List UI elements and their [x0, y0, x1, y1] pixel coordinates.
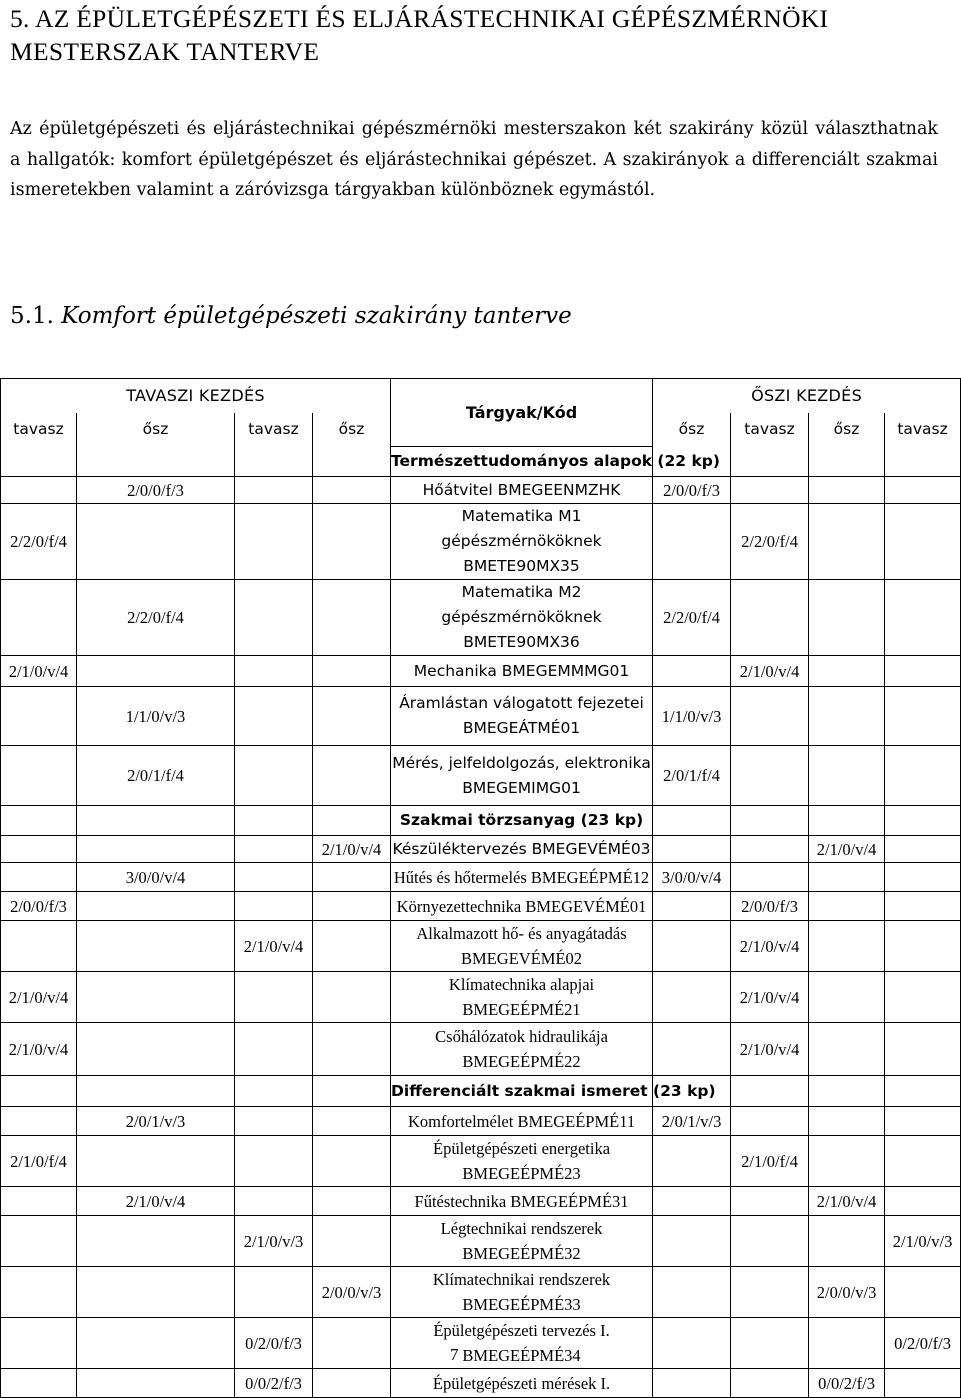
autumn-semester-cell — [653, 892, 731, 921]
spring-semester-cell — [235, 687, 313, 746]
spring-semester-cell — [1, 1369, 77, 1398]
autumn-semester-cell — [653, 656, 731, 687]
table-row — [1, 504, 961, 580]
autumn-semester-cell: 2/0/1/f/4 — [653, 746, 731, 806]
autumn-semester-cell: 2/1/0/v/4 — [731, 921, 809, 972]
spring-semester-cell — [313, 921, 391, 972]
empty-cell — [313, 447, 391, 477]
autumn-semester-cell: 0/0/2/f/3 — [809, 1369, 885, 1398]
spring-col-header: ősz — [77, 413, 235, 447]
spring-semester-cell — [313, 477, 391, 504]
spring-semester-cell: 2/2/0/f/4 — [1, 504, 77, 580]
spring-semester-cell — [77, 504, 235, 580]
empty-cell — [731, 806, 809, 836]
autumn-semester-cell — [809, 972, 885, 1023]
autumn-semester-cell — [653, 972, 731, 1023]
spring-semester-cell — [1, 687, 77, 746]
autumn-semester-cell: 2/1/0/f/4 — [731, 1136, 809, 1187]
autumn-semester-cell: 2/0/0/v/3 — [809, 1267, 885, 1318]
subject-cell: Mechanika BMEGEMMMG01 — [391, 656, 653, 687]
autumn-semester-cell — [809, 892, 885, 921]
spring-semester-cell — [1, 863, 77, 892]
empty-cell — [809, 806, 885, 836]
table-row — [1, 746, 961, 806]
autumn-col-header: ősz — [653, 413, 731, 447]
spring-col-header: ősz — [313, 413, 391, 447]
spring-semester-cell — [235, 656, 313, 687]
spring-semester-cell — [77, 1267, 235, 1318]
section-title-text: Komfort épületgépészeti szakirány tanterve — [61, 303, 572, 329]
autumn-semester-cell — [731, 863, 809, 892]
table-row — [1, 580, 961, 656]
autumn-semester-cell — [809, 746, 885, 806]
table-row — [1, 836, 961, 863]
spring-semester-cell — [77, 656, 235, 687]
empty-cell — [885, 806, 961, 836]
autumn-semester-cell — [809, 687, 885, 746]
spring-semester-cell — [77, 892, 235, 921]
spring-semester-cell: 2/0/0/f/3 — [1, 892, 77, 921]
table-row — [1, 1369, 961, 1398]
autumn-semester-cell — [809, 1023, 885, 1076]
spring-semester-cell: 2/1/0/v/4 — [313, 836, 391, 863]
autumn-semester-cell: 2/2/0/f/4 — [731, 504, 809, 580]
autumn-semester-cell — [885, 836, 961, 863]
spring-semester-cell — [1, 1107, 77, 1136]
autumn-semester-cell — [731, 1318, 809, 1369]
spring-semester-cell — [77, 1216, 235, 1267]
autumn-semester-cell — [885, 921, 961, 972]
subject-cell: Matematika M2 gépészmérnököknek BMETE90MX36 — [391, 580, 653, 656]
subject-cell: Alkalmazott hő- és anyagátadás BMEGEVÉMÉ02 — [391, 921, 653, 972]
spring-semester-cell — [235, 477, 313, 504]
subject-cell: Épületgépészeti energetika BMEGEÉPMÉ23 — [391, 1136, 653, 1187]
autumn-semester-cell — [885, 504, 961, 580]
table-row — [1, 1023, 961, 1076]
subject-cell: Komfortelmélet BMEGEÉPMÉ11 — [391, 1107, 653, 1136]
spring-semester-cell: 0/2/0/f/3 — [235, 1318, 313, 1369]
spring-semester-cell — [77, 1318, 235, 1369]
spring-semester-cell — [235, 1187, 313, 1216]
spring-semester-cell — [313, 687, 391, 746]
curriculum-body — [1, 379, 961, 1398]
spring-semester-cell: 2/1/0/v/4 — [235, 921, 313, 972]
autumn-semester-cell — [653, 1267, 731, 1318]
autumn-semester-cell — [809, 1318, 885, 1369]
spring-semester-cell — [313, 1369, 391, 1398]
table-row — [1, 1136, 961, 1187]
autumn-semester-cell — [731, 687, 809, 746]
empty-cell — [77, 447, 235, 477]
autumn-semester-cell: 1/1/0/v/3 — [653, 687, 731, 746]
empty-cell — [809, 1076, 885, 1107]
subject-cell: Mérés, jelfeldolgozás, elektronika BMEGEMIMG01 — [391, 746, 653, 806]
empty-cell — [235, 806, 313, 836]
autumn-col-header: ősz — [809, 413, 885, 447]
autumn-semester-cell — [731, 1267, 809, 1318]
spring-semester-cell — [313, 1216, 391, 1267]
spring-semester-cell: 2/1/0/v/4 — [1, 1023, 77, 1076]
spring-semester-cell — [313, 504, 391, 580]
autumn-semester-cell — [731, 1369, 809, 1398]
autumn-semester-cell — [653, 836, 731, 863]
autumn-semester-cell: 2/2/0/f/4 — [653, 580, 731, 656]
autumn-semester-cell — [885, 892, 961, 921]
spring-semester-cell — [313, 580, 391, 656]
spring-semester-cell: 2/1/0/v/4 — [1, 656, 77, 687]
autumn-semester-cell — [885, 972, 961, 1023]
spring-semester-cell — [77, 972, 235, 1023]
spring-semester-cell — [235, 972, 313, 1023]
spring-semester-cell — [1, 1267, 77, 1318]
autumn-semester-cell — [653, 1318, 731, 1369]
autumn-semester-cell — [809, 1107, 885, 1136]
subject-cell: Fűtéstechnika BMEGEÉPMÉ31 — [391, 1187, 653, 1216]
spring-semester-cell — [235, 746, 313, 806]
autumn-semester-cell — [731, 1107, 809, 1136]
autumn-semester-cell — [885, 1267, 961, 1318]
table-row — [1, 1216, 961, 1267]
spring-semester-cell: 1/1/0/v/3 — [77, 687, 235, 746]
spring-semester-cell: 2/1/0/v/4 — [1, 972, 77, 1023]
spring-semester-cell — [1, 1318, 77, 1369]
empty-cell — [313, 806, 391, 836]
autumn-semester-cell: 2/1/0/v/4 — [731, 1023, 809, 1076]
table-row — [1, 892, 961, 921]
autumn-semester-cell — [885, 746, 961, 806]
spring-semester-cell — [235, 863, 313, 892]
empty-cell — [235, 1076, 313, 1107]
spring-semester-cell — [77, 836, 235, 863]
autumn-semester-cell — [731, 477, 809, 504]
spring-col-header: tavasz — [1, 413, 77, 447]
autumn-semester-cell — [885, 1107, 961, 1136]
table-row — [1, 1318, 961, 1369]
spring-semester-cell: 2/0/0/v/3 — [313, 1267, 391, 1318]
autumn-semester-cell — [809, 1136, 885, 1187]
spring-semester-cell — [1, 746, 77, 806]
autumn-semester-cell — [885, 863, 961, 892]
spring-semester-cell — [77, 1136, 235, 1187]
spring-semester-cell: 2/0/0/f/3 — [77, 477, 235, 504]
spring-semester-cell — [235, 1107, 313, 1136]
autumn-semester-cell: 2/0/0/f/3 — [653, 477, 731, 504]
spring-semester-cell — [235, 1136, 313, 1187]
spring-semester-cell — [1, 1187, 77, 1216]
spring-semester-cell — [77, 1369, 235, 1398]
empty-cell — [809, 447, 885, 477]
subject-cell: Matematika M1 gépészmérnököknek BMETE90MX35 — [391, 504, 653, 580]
spring-semester-cell — [1, 1216, 77, 1267]
spring-semester-cell — [313, 1107, 391, 1136]
spring-semester-cell — [313, 1136, 391, 1187]
autumn-semester-cell: 2/0/1/v/3 — [653, 1107, 731, 1136]
autumn-semester-cell — [885, 1136, 961, 1187]
spring-start-header: TAVASZI KEZDÉS — [1, 379, 391, 413]
table-row — [1, 921, 961, 972]
autumn-semester-cell: 2/1/0/v/4 — [731, 656, 809, 687]
section-number: 5.1. — [10, 303, 54, 329]
subject-cell: Klímatechnika alapjai BMEGEÉPMÉ21 — [391, 972, 653, 1023]
category-row — [1, 447, 961, 477]
empty-cell — [885, 1076, 961, 1107]
subject-code-header: Tárgyak/Kód — [391, 379, 653, 447]
spring-semester-cell: 2/1/0/f/4 — [1, 1136, 77, 1187]
autumn-semester-cell: 0/2/0/f/3 — [885, 1318, 961, 1369]
category-row — [1, 1076, 961, 1107]
autumn-semester-cell — [731, 1216, 809, 1267]
autumn-semester-cell — [653, 504, 731, 580]
spring-semester-cell — [313, 656, 391, 687]
spring-semester-cell — [313, 1318, 391, 1369]
empty-cell — [731, 447, 809, 477]
spring-semester-cell — [1, 477, 77, 504]
autumn-semester-cell — [809, 656, 885, 687]
empty-cell — [731, 1076, 809, 1107]
autumn-semester-cell — [809, 580, 885, 656]
autumn-start-header: ŐSZI KEZDÉS — [653, 379, 961, 413]
spring-semester-cell: 2/0/1/v/3 — [77, 1107, 235, 1136]
table-row — [1, 863, 961, 892]
autumn-semester-cell: 2/1/0/v/3 — [885, 1216, 961, 1267]
empty-cell — [1, 1076, 77, 1107]
spring-semester-cell — [235, 892, 313, 921]
autumn-semester-cell — [731, 836, 809, 863]
spring-semester-cell: 3/0/0/v/4 — [77, 863, 235, 892]
autumn-semester-cell — [653, 921, 731, 972]
table-row — [1, 1107, 961, 1136]
autumn-semester-cell — [885, 687, 961, 746]
curriculum-table — [0, 378, 961, 1398]
intro-paragraph: Az épületgépészeti és eljárástechnikai gépészmérnöki mesterszakon két szakirány közül választhatnak a hallgatók: komfort épületgépészet és eljárástechnikai gépészet. A szakirányok a differenciált szakmai ismeretekben valamint a záróvizsga tárgyakban különböznek egymástól. — [10, 119, 938, 200]
spring-semester-cell — [235, 836, 313, 863]
empty-cell — [313, 1076, 391, 1107]
table-row — [1, 477, 961, 504]
spring-semester-cell: 2/1/0/v/3 — [235, 1216, 313, 1267]
spring-semester-cell — [313, 863, 391, 892]
autumn-semester-cell — [731, 1187, 809, 1216]
autumn-col-header: tavasz — [885, 413, 961, 447]
spring-semester-cell: 2/0/1/f/4 — [77, 746, 235, 806]
spring-semester-cell — [235, 580, 313, 656]
spring-semester-cell: 0/0/2/f/3 — [235, 1369, 313, 1398]
subject-cell: Csőhálózatok hidraulikája BMEGEÉPMÉ22 — [391, 1023, 653, 1076]
autumn-semester-cell — [885, 656, 961, 687]
autumn-semester-cell — [653, 1187, 731, 1216]
spring-semester-cell — [235, 1023, 313, 1076]
autumn-semester-cell — [809, 1216, 885, 1267]
subject-cell: Hőátvitel BMEGEENMZHK — [391, 477, 653, 504]
autumn-semester-cell: 2/0/0/f/3 — [731, 892, 809, 921]
spring-semester-cell — [1, 921, 77, 972]
autumn-col-header: tavasz — [731, 413, 809, 447]
category-heading: Természettudományos alapok (22 kp) — [391, 447, 653, 477]
spring-semester-cell — [1, 580, 77, 656]
autumn-semester-cell — [653, 1369, 731, 1398]
empty-cell — [77, 1076, 235, 1107]
empty-cell — [235, 447, 313, 477]
autumn-semester-cell — [809, 863, 885, 892]
spring-semester-cell — [313, 1187, 391, 1216]
empty-cell — [653, 806, 731, 836]
autumn-semester-cell — [885, 580, 961, 656]
page-number: 7 — [450, 1345, 459, 1364]
autumn-semester-cell — [885, 477, 961, 504]
spring-semester-cell: 2/2/0/f/4 — [77, 580, 235, 656]
autumn-semester-cell — [653, 1216, 731, 1267]
spring-semester-cell — [313, 972, 391, 1023]
spring-semester-cell — [1, 836, 77, 863]
spring-semester-cell — [77, 921, 235, 972]
table-row — [1, 1187, 961, 1216]
chapter-title: 5. AZ ÉPÜLETGÉPÉSZETI ÉS ELJÁRÁSTECHNIKAI GÉPÉSZMÉRNÖKI MESTERSZAK TANTERVE — [10, 4, 829, 66]
subject-cell: Készüléktervezés BMEGEVÉMÉ03 — [391, 836, 653, 863]
subject-cell: Klímatechnikai rendszerek BMEGEÉPMÉ33 — [391, 1267, 653, 1318]
table-row — [1, 1267, 961, 1318]
table-row — [1, 972, 961, 1023]
subject-cell: Légtechnikai rendszerek BMEGEÉPMÉ32 — [391, 1216, 653, 1267]
autumn-semester-cell — [885, 1187, 961, 1216]
empty-cell — [1, 806, 77, 836]
autumn-semester-cell — [809, 504, 885, 580]
table-row — [1, 656, 961, 687]
spring-semester-cell: 2/1/0/v/4 — [77, 1187, 235, 1216]
autumn-semester-cell — [809, 921, 885, 972]
spring-semester-cell — [313, 892, 391, 921]
subject-cell: Hűtés és hőtermelés BMEGEÉPMÉ12 — [391, 863, 653, 892]
subject-cell: Áramlástan válogatott fejezetei BMEGEÁTMÉ01 — [391, 687, 653, 746]
category-row — [1, 806, 961, 836]
autumn-semester-cell: 2/1/0/v/4 — [809, 1187, 885, 1216]
spring-semester-cell — [235, 1267, 313, 1318]
spring-semester-cell — [77, 1023, 235, 1076]
table-row — [1, 687, 961, 746]
spring-semester-cell — [313, 746, 391, 806]
subject-cell: Épületgépészeti mérések I. — [391, 1369, 653, 1398]
autumn-semester-cell — [731, 580, 809, 656]
autumn-semester-cell: 2/1/0/v/4 — [809, 836, 885, 863]
spring-semester-cell — [313, 1023, 391, 1076]
category-heading: Szakmai törzsanyag (23 kp) — [391, 806, 653, 836]
autumn-semester-cell: 3/0/0/v/4 — [653, 863, 731, 892]
autumn-semester-cell — [885, 1023, 961, 1076]
spring-semester-cell — [235, 504, 313, 580]
empty-cell — [1, 447, 77, 477]
section-title — [10, 303, 572, 329]
subject-cell: Környezettechnika BMEGEVÉMÉ01 — [391, 892, 653, 921]
autumn-semester-cell — [653, 1136, 731, 1187]
spring-col-header: tavasz — [235, 413, 313, 447]
empty-cell — [77, 806, 235, 836]
autumn-semester-cell — [885, 1369, 961, 1398]
subject-cell: Épületgépészeti tervezés I. BMEGEÉPMÉ34 — [391, 1318, 653, 1369]
empty-cell — [885, 447, 961, 477]
autumn-semester-cell — [809, 477, 885, 504]
autumn-semester-cell — [653, 1023, 731, 1076]
autumn-semester-cell — [731, 746, 809, 806]
autumn-semester-cell: 2/1/0/v/4 — [731, 972, 809, 1023]
category-heading: Differenciált szakmai ismeret (23 kp) — [391, 1076, 653, 1107]
